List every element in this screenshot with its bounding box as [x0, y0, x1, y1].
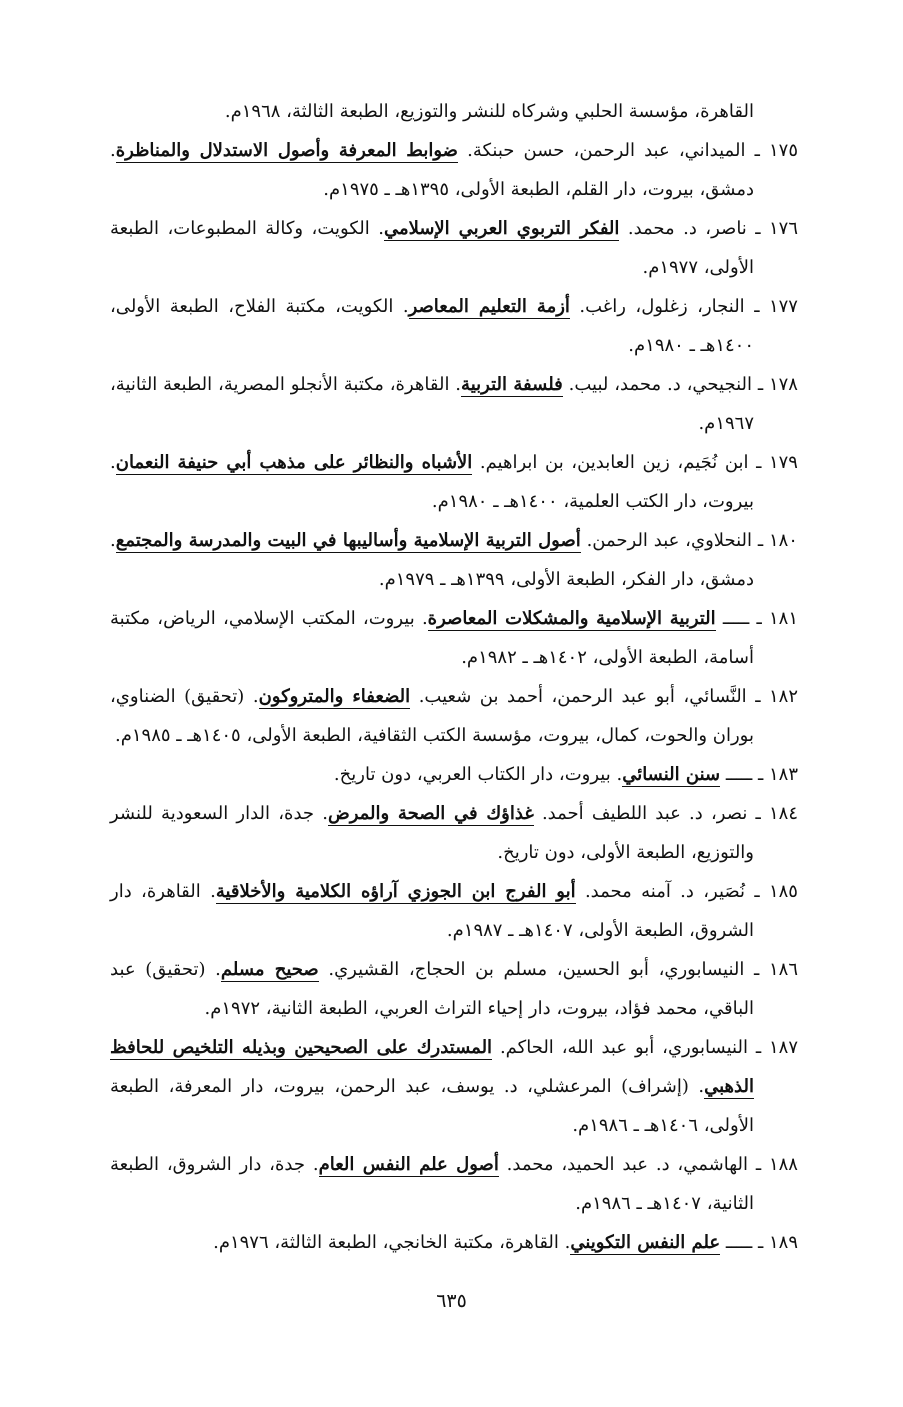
bibliography-entry-186 — [110, 950, 798, 1028]
entry-publication: . الكويت، وكالة المطبوعات، الطبعة الأولى، ١٩٧٧م. — [110, 218, 754, 278]
entry-author: نُصَير، د. آمنه محمد. — [584, 881, 746, 902]
entry-author: النيسابوري، أبو عبد الله، الحاكم. — [499, 1037, 748, 1058]
bibliography-entry-176 — [110, 209, 798, 287]
entry-title: فلسفة التربية — [461, 374, 563, 395]
entry-publication: . جدة، الدار السعودية للنشر والتوزيع، الطبعة الأولى، دون تاريخ. — [110, 803, 754, 863]
entry-publication: . الكويت، مكتبة الفلاح، الطبعة الأولى، ١٤٠٠هـ ـ ١٩٨٠م. — [110, 296, 754, 356]
entry-text: القاهرة، مؤسسة الحلبي وشركاه للنشر والتوزيع، الطبعة الثالثة، ١٩٦٨م. — [224, 101, 754, 122]
bibliography-entry-185 — [110, 872, 798, 950]
entry-title: غذاؤك في الصحة والمرض — [327, 803, 534, 824]
entry-publication: . (إشراف) المرعشلي، د. يوسف، عبد الرحمن، بيروت، دار المعرفة، الطبعة الأولى، ١٤٠٦هـ ـ ١٩٨٦م. — [110, 1076, 754, 1136]
entry-publication: . جدة، دار الشروق، الطبعة الثانية، ١٤٠٧هـ ـ ١٩٨٦م. — [110, 1154, 754, 1214]
entry-number: ١٨٧ ـ — [755, 1037, 799, 1058]
entry-number: ١٨٣ ـ ـــــ — [725, 764, 798, 785]
bibliography-entry-188 — [110, 1145, 798, 1223]
bibliography-entry-177 — [110, 287, 798, 365]
entry-title: التربية الإسلامية والمشكلات المعاصرة — [427, 608, 716, 629]
entry-publication: . القاهرة، مكتبة الخانجي، الطبعة الثالثة، ١٩٧٦م. — [213, 1232, 571, 1253]
bibliography-entry-189 — [110, 1223, 798, 1262]
entry-title: علم النفس التكويني — [570, 1232, 721, 1253]
entry-author: الميداني، عبد الرحمن، حسن حبنكة. — [467, 140, 746, 161]
entry-publication: . القاهرة، دار الشروق، الطبعة الأولى، ١٤٠٧هـ ـ ١٩٨٧م. — [110, 881, 754, 941]
entry-publication: . بيروت، دار الكتب العلمية، ١٤٠٠هـ ـ ١٩٨٠م. — [110, 452, 754, 512]
bibliography-entry-184 — [110, 794, 798, 872]
entry-publication: . (تحقيق) عبد الباقي، محمد فؤاد، بيروت، دار إحياء التراث العربي، الطبعة الثانية، ١٩٧٢م. — [110, 959, 754, 1019]
entry-author: النحلاوي، عبد الرحمن. — [586, 530, 753, 551]
entry-publication: . (تحقيق) الضناوي، بوران والحوت، كمال، بيروت، مؤسسة الكتب الثقافية، الطبعة الأولى، ١٤٠٥هـ ـ ١٩٨٥م. — [110, 686, 754, 746]
entry-publication: . دمشق، بيروت، دار القلم، الطبعة الأولى، ١٣٩٥هـ ـ ١٩٧٥م. — [110, 140, 754, 200]
entry-title: سنن النسائي — [622, 764, 721, 785]
entry-number: ١٨٨ ـ — [755, 1154, 798, 1175]
bibliography-entry-182 — [110, 677, 798, 755]
entry-title: المستدرك على الصحيحين وبذيله التلخيص للحافظ الذهبي — [110, 1037, 754, 1097]
bibliography-entry-187 — [110, 1028, 798, 1145]
entry-author: النَّسائي، أبو عبد الرحمن، أحمد بن شعيب. — [418, 686, 747, 707]
entry-number: ١٨٩ ـ ـــــ — [725, 1232, 798, 1253]
entry-number: ١٨٠ ـ — [757, 530, 798, 551]
entry-author: النيسابوري، أبو الحسين، مسلم بن الحجاج، القشيري. — [328, 959, 745, 980]
entry-publication: . دمشق، دار الفكر، الطبعة الأولى، ١٣٩٩هـ ـ ١٩٧٩م. — [110, 530, 754, 590]
entry-number: ١٧٦ ـ — [755, 218, 798, 239]
entry-number: ١٧٨ ـ — [757, 374, 798, 395]
bibliography-entry-183 — [110, 755, 798, 794]
entry-number: ١٧٧ ـ — [754, 296, 798, 317]
bibliography-entry-continuation — [110, 92, 798, 131]
bibliography-entry-180 — [110, 521, 798, 599]
bibliography-entry-179 — [110, 443, 798, 521]
bibliography-entry-181 — [110, 599, 798, 677]
entry-number: ١٨٤ ـ — [755, 803, 798, 824]
entry-title: الفكر التربوي العربي الإسلامي — [383, 218, 620, 239]
entry-title: أصول علم النفس العام — [318, 1154, 499, 1175]
entry-author: النجار، زغلول، راغب. — [579, 296, 745, 317]
entry-author: ابن نُجَيم، زين العابدين، بن ابراهيم. — [479, 452, 749, 473]
entry-title: أصول التربية الإسلامية وأساليبها في البيت والمدرسة والمجتمع — [115, 530, 581, 551]
entry-publication: . بيروت، دار الكتاب العربي، دون تاريخ. — [333, 764, 623, 785]
entry-number: ١٧٥ ـ — [754, 140, 798, 161]
entry-number: ١٨٢ ـ — [755, 686, 798, 707]
entry-title: صحيح مسلم — [220, 959, 319, 980]
entry-number: ١٨٥ ـ — [754, 881, 798, 902]
entry-author: ناصر، د. محمد. — [627, 218, 747, 239]
entry-title: أبو الفرج ابن الجوزي آراؤه الكلامية والأخلاقية — [215, 881, 576, 902]
entry-title: الضعفاء والمتروكون — [258, 686, 411, 707]
entry-number: ١٧٩ ـ — [756, 452, 798, 473]
entry-author: النجيحي، د. محمد، لبيب. — [568, 374, 752, 395]
bibliography-page — [110, 92, 798, 1262]
entry-publication: . بيروت، المكتب الإسلامي، الرياض، مكتبة أسامة، الطبعة الأولى، ١٤٠٢هـ ـ ١٩٨٢م. — [110, 608, 754, 668]
entry-title: أزمة التعليم المعاصر — [408, 296, 570, 317]
entry-author: الهاشمي، د. عبد الحميد، محمد. — [506, 1154, 748, 1175]
page-number: ٦٣٥ — [436, 1290, 467, 1312]
entry-number: ١٨٦ ـ — [754, 959, 798, 980]
entry-author: نصر، د. عبد اللطيف أحمد. — [541, 803, 748, 824]
entry-number: ١٨١ ـ ـــــ — [722, 608, 798, 629]
entry-title: ضوابط المعرفة وأصول الاستدلال والمناظرة — [115, 140, 458, 161]
bibliography-entry-175 — [110, 131, 798, 209]
entry-publication: . القاهرة، مكتبة الأنجلو المصرية، الطبعة الثانية، ١٩٦٧م. — [110, 374, 754, 434]
bibliography-entry-178 — [110, 365, 798, 443]
entry-title: الأشباه والنظائر على مذهب أبي حنيفة النعمان — [115, 452, 473, 473]
